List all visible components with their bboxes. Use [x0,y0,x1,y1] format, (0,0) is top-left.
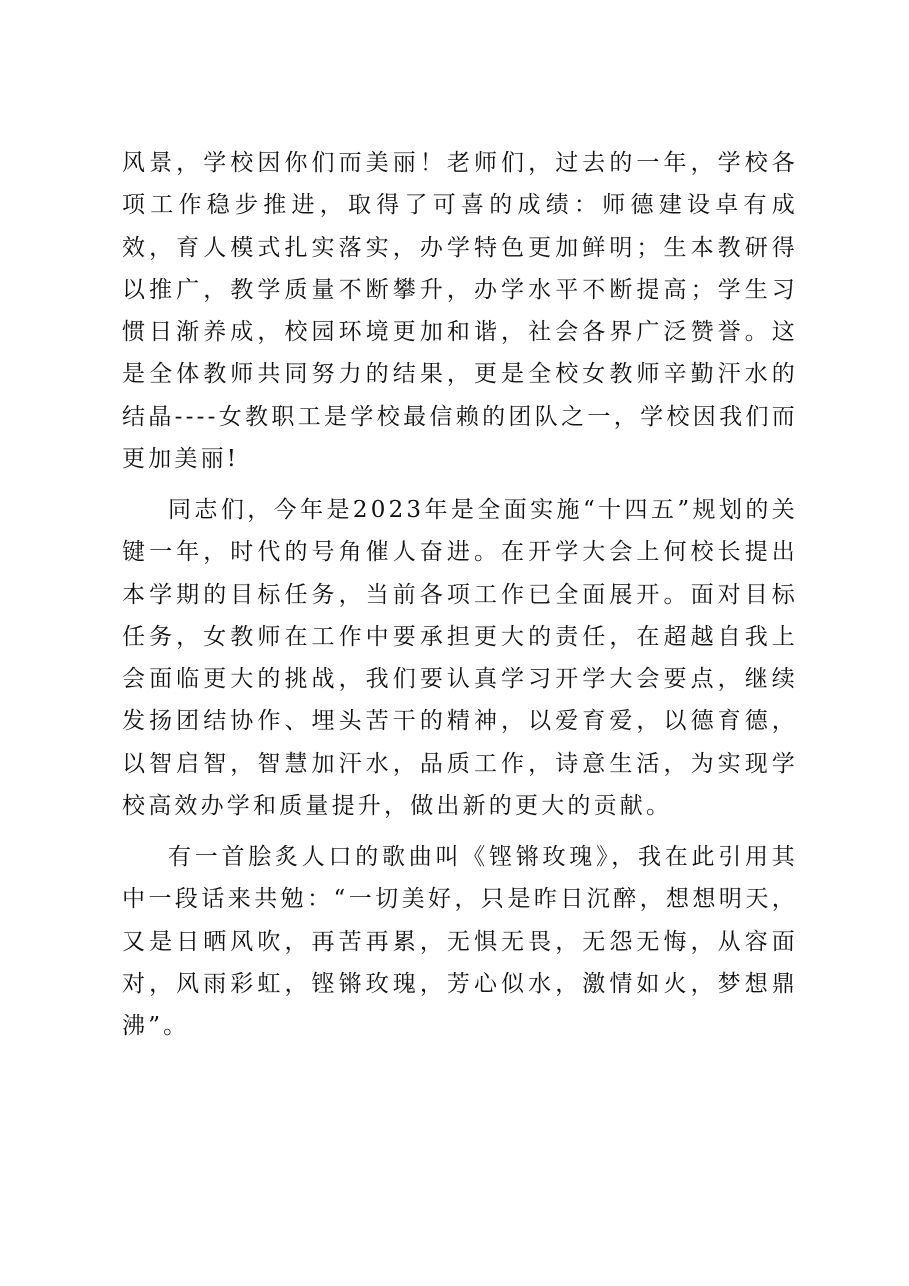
paragraph-3: 有一首脍炙人口的歌曲叫《铿锵玫瑰》，我在此引用其中一段话来共勉：“一切美好，只是昨日沉醉，想想明天，又是日晒风吹，再苦再累，无惧无畏，无怨无悔，从容面对，风雨彩虹，铿锵玫瑰，芳心似水，激情如火，梦想鼎沸”。 [122,843,798,1040]
paragraph-1: 风景，学校因你们而美丽！老师们，过去的一年，学校各项工作稳步推进，取得了可喜的成绩：师德建设卓有成效，育人模式扎实落实，办学特色更加鲜明；生本教研得以推广，教学质量不断攀升，办学水平不断提高；学生习惯日渐养成，校园环境更加和谐，社会各界广泛赞誉。这是全体教师共同努力的结果，更是全校女教师辛勤汗水的结晶----女教职工是学校最信赖的团队之一，学校因我们而更加美丽! [122,150,798,473]
paragraph-2: 同志们，今年是2023年是全面实施“十四五”规划的关键一年，时代的号角催人奋进。在开学大会上何校长提出本学期的目标任务，当前各项工作已全面展开。面对目标任务，女教师在工作中要承担更大的责任，在超越自我上会面临更大的挑战，我们要认真学习开学大会要点，继续发扬团结协作、埋头苦干的精神，以爱育爱，以德育德，以智启智，智慧加汗水，品质工作，诗意生活，为实现学校高效办学和质量提升，做出新的更大的贡献。 [122,496,798,820]
document-body [122,142,798,1056]
